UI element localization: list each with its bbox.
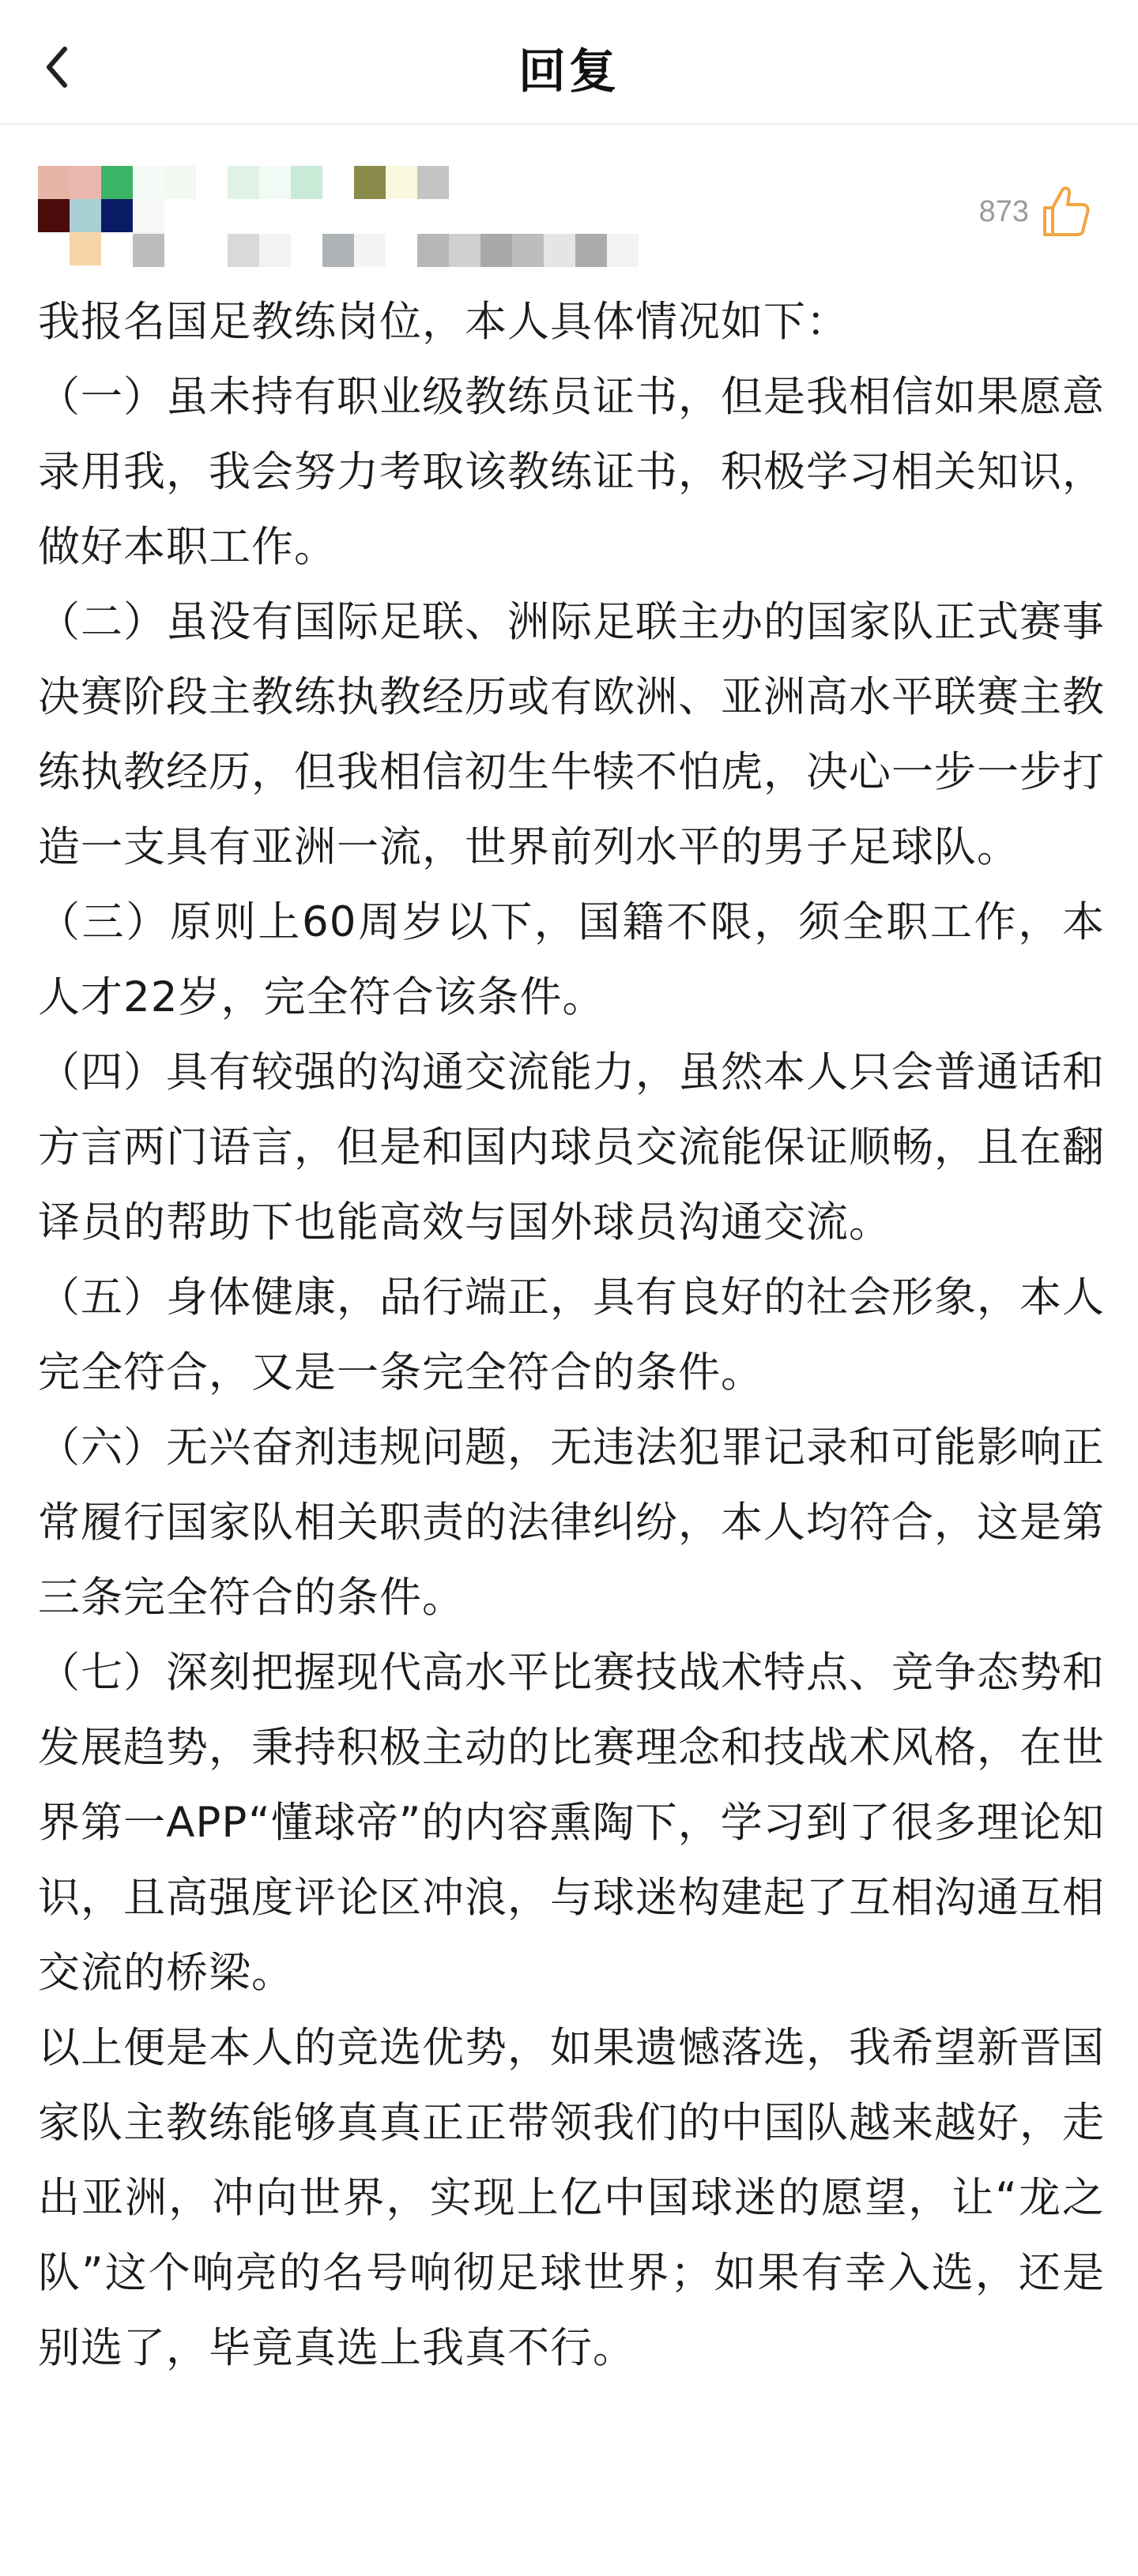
author-info-blurred[interactable] [38,166,686,269]
reply-content [38,284,1105,2386]
reply-paragraph-6: （六）无兴奋剂违规问题，无违法犯罪记录和可能影响正常履行国家队相关职责的法律纠纷，本人均符合，这是第三条完全符合的条件。 [38,1423,1105,1622]
like-button[interactable] [979,180,1091,243]
like-count: 873 [978,194,1029,228]
username-mosaic [164,166,670,201]
page-title: 回复 [518,44,620,100]
reply-paragraph-5: （五）身体健康，品行端正，具有良好的社会形象，本人完全符合，又是一条完全符合的条件。 [38,1273,1105,1397]
meta-mosaic [133,234,702,269]
thumbs-up-icon [1040,184,1091,239]
reply-paragraph-3: （三）原则上60周岁以下，国籍不限，须全职工作，本人才22岁，完全符合该条件。 [38,898,1105,1021]
reply-paragraph-1: （一）虽未持有职业级教练员证书，但是我相信如果愿意录用我，我会努力考取该教练证书，积极学习相关知识，做好本职工作。 [38,373,1105,571]
reply-paragraph-2: （二）虽没有国际足联、洲际足联主办的国家队正式赛事决赛阶段主教练执教经历或有欧洲、亚洲高水平联赛主教练执教经历，但我相信初生牛犊不怕虎，决心一步一步打造一支具有亚洲一流，世界前列水平的男子足球队。 [38,598,1105,871]
reply-paragraph-intro: 我报名国足教练岗位，本人具体情况如下： [38,298,849,346]
chevron-left-icon [32,32,95,103]
reply-paragraph-4: （四）具有较强的沟通交流能力，虽然本人只会普通话和方言两门语言，但是和国内球员交流能保证顺畅，且在翻译员的帮助下也能高效与国外球员沟通交流。 [38,1048,1105,1247]
reply-paragraph-conclusion: 以上便是本人的竞选优势，如果遗憾落选，我希望新晋国家队主教练能够真真正正带领我们的中国队越来越好，走出亚洲，冲向世界，实现上亿中国球迷的愿望，让“龙之队”这个响亮的名号响彻足球世界；如果有幸入选，还是别选了，毕竟真选上我真不行。 [38,2024,1105,2372]
top-bar [0,0,1138,125]
back-button[interactable] [32,32,95,103]
reply-paragraph-7: （七）深刻把握现代高水平比赛技战术特点、竞争态势和发展趋势，秉持积极主动的比赛理念和技战术风格，在世界第一APP“懂球帝”的内容熏陶下，学习到了很多理论知识，且高强度评论区冲浪，与球迷构建起了互相沟通互相交流的桥梁。 [38,1649,1105,1997]
